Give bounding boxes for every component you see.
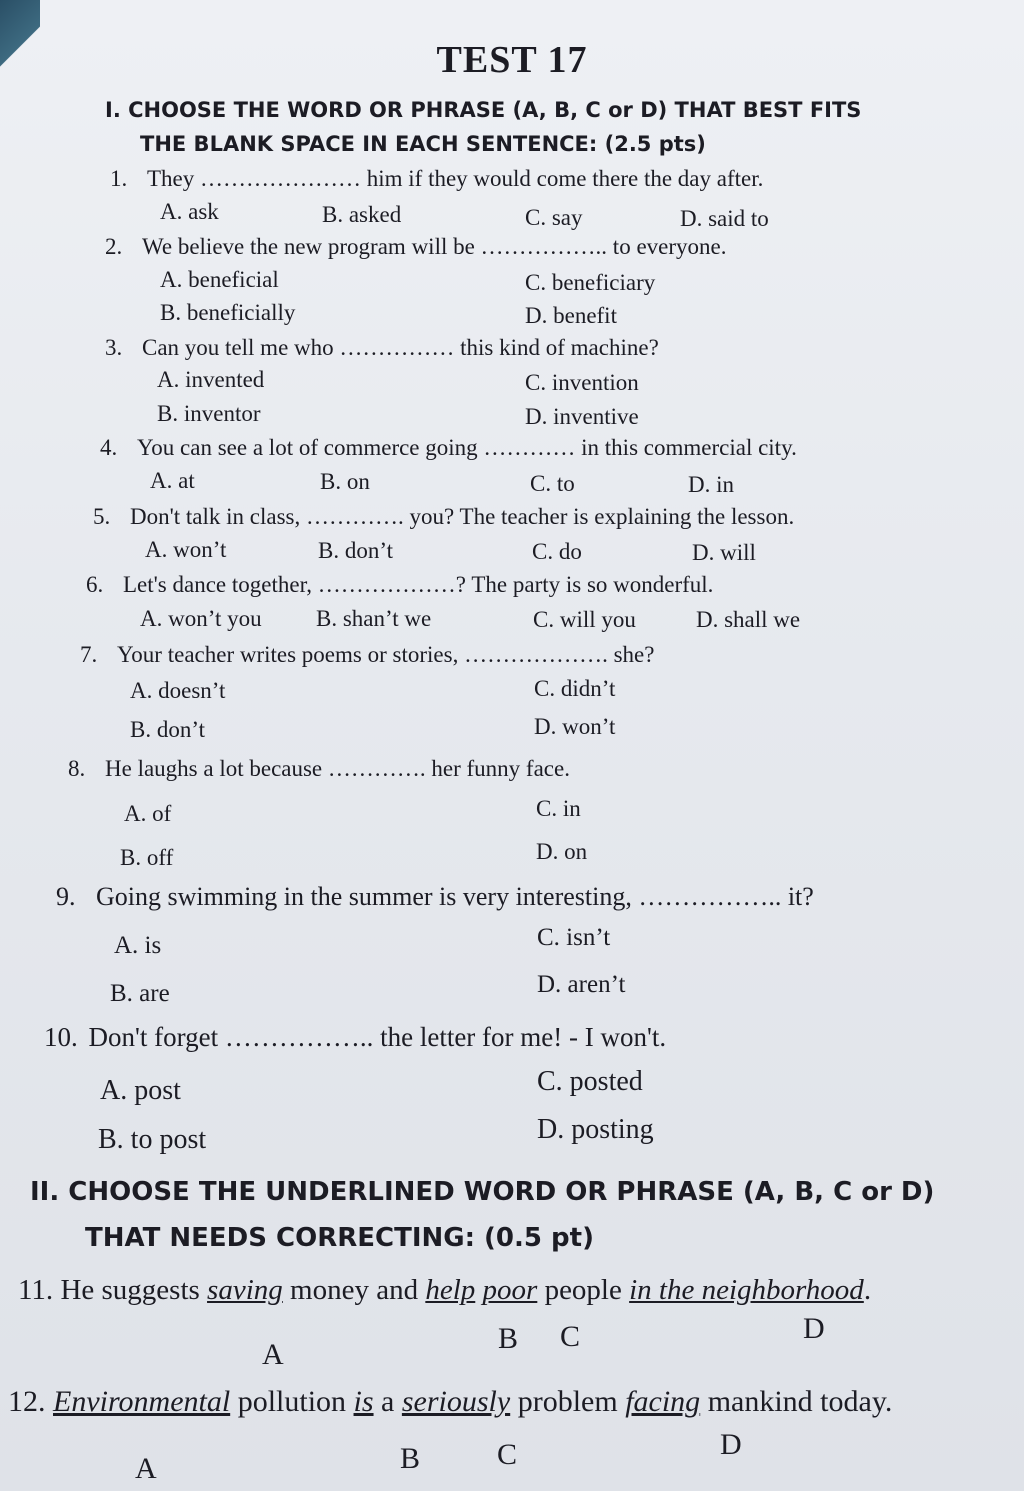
- question-text: You can see a lot of commerce going ………… in this commercial city.: [137, 435, 797, 460]
- question-12: [8, 1385, 892, 1419]
- q10-option-a: A. post: [100, 1075, 181, 1106]
- underlined-option-d: facing: [625, 1385, 701, 1418]
- q10-option-b: B. to post: [98, 1124, 207, 1155]
- q5-option-c: C. do: [532, 539, 582, 564]
- q12-letter-a: A: [135, 1452, 157, 1485]
- q4-option-d: D. in: [688, 472, 734, 497]
- question-text: Let's dance together, ………………? The party is so wonderful.: [123, 572, 714, 597]
- question-text: Don't talk in class, …………. you? The teacher is explaining the lesson.: [130, 504, 795, 529]
- question-number: 4.: [100, 435, 118, 460]
- question-number: 5.: [93, 504, 111, 529]
- question-number: 7.: [80, 642, 98, 667]
- underlined-option-c: poor: [482, 1274, 538, 1306]
- q12-letter-b: B: [400, 1442, 421, 1475]
- question-8: [68, 756, 570, 782]
- q2-option-c: C. beneficiary: [525, 270, 656, 295]
- q12-letter-c: C: [497, 1438, 518, 1471]
- question-number: 3.: [105, 335, 123, 360]
- q1-option-d: D. said to: [680, 206, 769, 231]
- text-segment: mankind today.: [700, 1385, 893, 1418]
- text-segment: pollution: [230, 1385, 354, 1418]
- question-5: [93, 504, 794, 530]
- question-2: [105, 234, 726, 260]
- q11-letter-b: B: [498, 1322, 519, 1355]
- q8-option-b: B. off: [120, 845, 174, 870]
- question-text: They ………………… him if they would come there the day after.: [147, 166, 764, 191]
- q2-option-d: D. benefit: [525, 303, 617, 328]
- question-text: He laughs a lot because …………. her funny face.: [105, 756, 570, 781]
- q2-option-b: B. beneficially: [160, 300, 296, 325]
- text-segment: [475, 1274, 482, 1306]
- q11-letter-a: A: [262, 1338, 284, 1371]
- q6-option-d: D. shall we: [696, 607, 801, 632]
- question-text: We believe the new program will be …………….. to everyone.: [142, 234, 727, 259]
- q1-option-b: B. asked: [322, 202, 402, 227]
- question-number: 9.: [56, 882, 76, 911]
- q9-option-b: B. are: [110, 980, 170, 1007]
- q2-option-a: A. beneficial: [160, 267, 279, 292]
- q10-option-d: D. posting: [537, 1114, 654, 1145]
- question-number: 11.: [18, 1274, 54, 1306]
- underlined-option-d: in the neighborhood: [629, 1274, 864, 1306]
- q7-option-a: A. doesn’t: [130, 678, 226, 703]
- q8-option-d: D. on: [536, 839, 588, 864]
- q11-letter-d: D: [803, 1312, 825, 1345]
- question-3: [105, 335, 659, 361]
- question-number: 1.: [110, 166, 128, 191]
- q8-option-a: A. of: [124, 801, 172, 826]
- question-text: Can you tell me who …………… this kind of machine?: [142, 335, 659, 360]
- underlined-option-b: help: [425, 1274, 476, 1306]
- q4-option-b: B. on: [320, 469, 370, 494]
- section1-heading-line1: I. CHOOSE THE WORD OR PHRASE (A, B, C or D) THAT BEST FITS: [105, 98, 862, 122]
- q10-option-c: C. posted: [537, 1066, 643, 1097]
- q9-option-d: D. aren’t: [537, 971, 626, 998]
- question-number: 12.: [8, 1385, 46, 1418]
- section2-heading-line1: II. CHOOSE THE UNDERLINED WORD OR PHRASE (A, B, C or D): [30, 1177, 935, 1207]
- question-number: 10.: [44, 1022, 78, 1052]
- test-title: TEST 17: [436, 39, 588, 81]
- q5-option-d: D. will: [692, 540, 756, 565]
- q1-option-a: A. ask: [160, 199, 219, 224]
- text-segment: people: [537, 1274, 630, 1306]
- q3-option-b: B. inventor: [157, 401, 261, 426]
- q4-option-a: A. at: [150, 468, 195, 493]
- question-9: [56, 882, 814, 912]
- underlined-option-b: is: [353, 1385, 374, 1418]
- text-segment: He suggests: [60, 1274, 208, 1306]
- question-number: 2.: [105, 234, 123, 259]
- q7-option-d: D. won’t: [534, 714, 616, 739]
- q6-option-b: B. shan’t we: [316, 606, 432, 631]
- q3-option-d: D. inventive: [525, 404, 639, 429]
- question-text: Don't forget …………….. the letter for me! - I won't.: [88, 1022, 667, 1052]
- q4-option-c: C. to: [530, 471, 575, 496]
- text-segment: .: [863, 1274, 872, 1306]
- question-number: 6.: [86, 572, 104, 597]
- q3-option-a: A. invented: [157, 367, 265, 392]
- question-4: [100, 435, 797, 461]
- question-text: Going swimming in the summer is very interesting, …………….. it?: [96, 882, 814, 911]
- q12-letter-d: D: [720, 1428, 742, 1461]
- q5-option-a: A. won’t: [145, 537, 227, 562]
- q7-option-c: C. didn’t: [534, 676, 616, 701]
- underlined-option-a: Environmental: [53, 1385, 231, 1418]
- q7-option-b: B. don’t: [130, 717, 205, 742]
- text-segment: money and: [282, 1274, 426, 1306]
- text-segment: problem: [510, 1385, 626, 1418]
- question-1: [110, 166, 763, 192]
- q8-option-c: C. in: [536, 796, 581, 821]
- section1-heading-line2: THE BLANK SPACE IN EACH SENTENCE: (2.5 pts): [140, 132, 706, 156]
- question-text: Your teacher writes poems or stories, ………………. she?: [117, 642, 655, 667]
- underlined-option-c: seriously: [401, 1385, 511, 1418]
- question-6: [86, 572, 713, 598]
- q5-option-b: B. don’t: [318, 538, 393, 563]
- text-segment: a: [373, 1385, 402, 1418]
- question-number: 8.: [68, 756, 86, 781]
- q6-option-c: C. will you: [533, 607, 636, 632]
- question-11: [18, 1274, 871, 1307]
- question-7: [80, 642, 654, 668]
- question-10: [44, 1022, 666, 1053]
- q6-option-a: A. won’t you: [140, 606, 262, 631]
- q1-option-c: C. say: [525, 205, 583, 230]
- underlined-option-a: saving: [207, 1274, 283, 1306]
- q9-option-a: A. is: [114, 932, 162, 959]
- section2-heading-line2: THAT NEEDS CORRECTING: (0.5 pt): [85, 1223, 594, 1253]
- q11-letter-c: C: [560, 1320, 581, 1353]
- q3-option-c: C. invention: [525, 370, 639, 395]
- q9-option-c: C. isn’t: [537, 924, 611, 951]
